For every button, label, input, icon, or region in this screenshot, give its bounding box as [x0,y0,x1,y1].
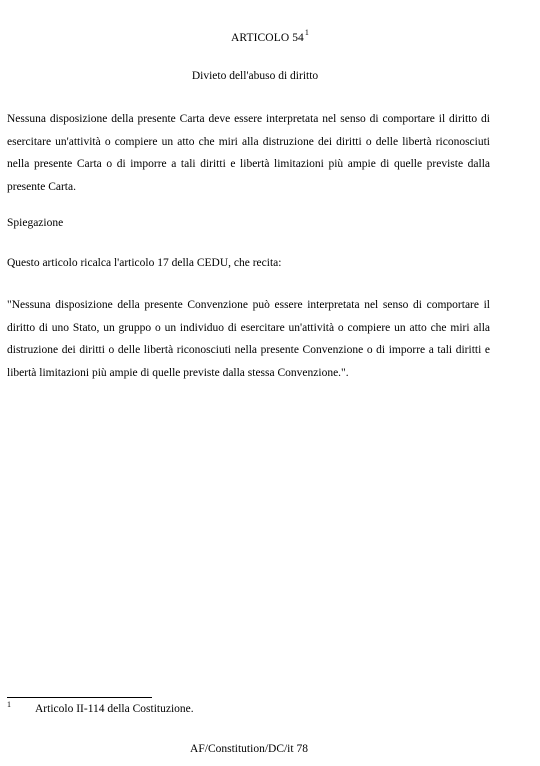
article-title [0,29,540,44]
footnote-mark: 1 [7,700,11,709]
article-text-paragraph: Nessuna disposizione della presente Carta deve essere interpretata nel senso di comportare il diritto di esercitare un'attività o compiere un atto che miri alla distruzione dei diritti o delle libertà riconosciuti nella presente Carta o di imporre a tali diritti e libertà limitazioni più ampie di quelle previste dalla presente Carta. [7,113,490,193]
article-subtitle: Divieto dell'abuso di diritto [191,70,319,82]
article-title-text: ARTICOLO 54 [230,31,304,44]
explanation-heading: Spiegazione [7,217,64,229]
explanation-intro-paragraph: Questo articolo ricalca l'articolo 17 della CEDU, che recita: [7,257,282,269]
cedu-quote-paragraph: "Nessuna disposizione della presente Convenzione può essere interpretata nel senso di comportare il diritto di uno Stato, un gruppo o un individuo di esercitare un'attività o compiere un atto che miri alla distruzione dei diritti o delle libertà riconosciuti nella presente Convenzione o di imporre a tali diritti e libertà limitazioni più ampie di quelle previste dalla stessa Convenzione.". [7,299,490,379]
title-footnote-ref: 1 [304,28,310,37]
footnote-text: Articolo II-114 della Costituzione. [35,703,194,715]
page-footer-reference: AF/Constitution/DC/it 78 [190,743,308,755]
footnote-divider [7,697,152,698]
